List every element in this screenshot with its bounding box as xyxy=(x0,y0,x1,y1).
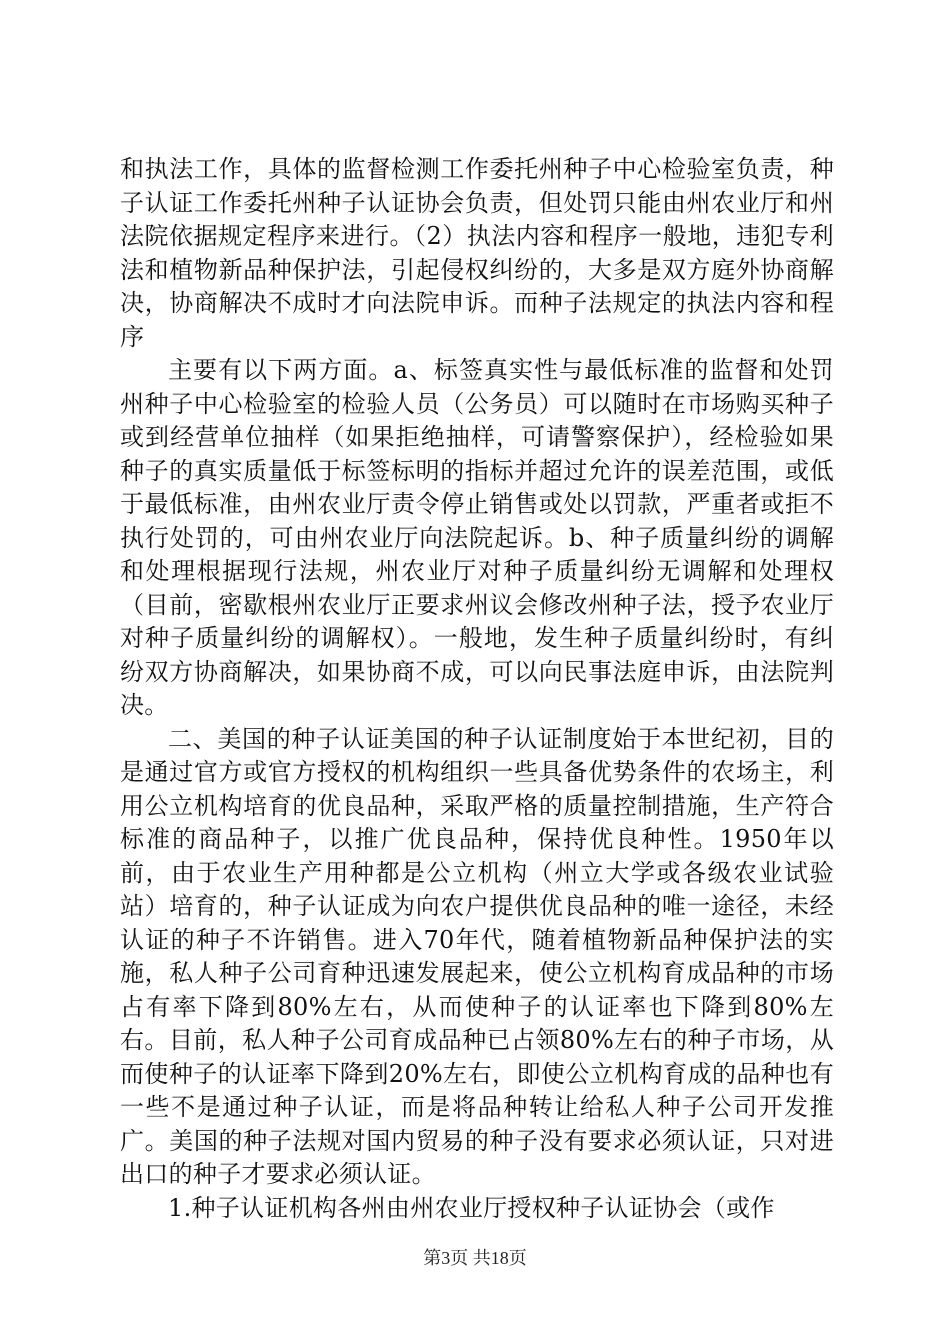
page-number-footer: 第3页 共18页 xyxy=(423,1248,527,1268)
paragraph-2: 主要有以下两方面。a、标签真实性与最低标准的监督和处罚州种子中心检验室的检验人员（公务员）可以随时在市场购买种子或到经营单位抽样（如果拒绝抽样，可请警察保护），经检验如果种子的真实质量低于标签标明的指标并超过允许的误差范围，或低于最低标准，由州农业厅责令停止销售或处以罚款，严重者或拒不执行处罚的，可由州农业厅向法院起诉。b、种子质量纠纷的调解和处理根据现行法规，州农业厅对种子质量纠纷无调解和处理权（目前，密歇根州农业厅正要求州议会修改州种子法，授予农业厅对种子质量纠纷的调解权）。一般地，发生种子质量纠纷时，有纠纷双方协商解决，如果协商不成，可以向民事法庭申诉，由法院判决。 xyxy=(120,356,834,719)
paragraph-3: 二、美国的种子认证美国的种子认证制度始于本世纪初，目的是通过官方或官方授权的机构组织一些具备优势条件的农场主，利用公立机构培育的优良品种，采取严格的质量控制措施，生产符合标准的商品种子，以推广优良品种，保持优良种性。1950年以前，由于农业生产用种都是公立机构（州立大学或各级农业试验站）培育的，种子认证成为向农户提供优良品种的唯一途径，未经认证的种子不许销售。进入70年代，随着植物新品种保护法的实施，私人种子公司育种迅速发展起来，使公立机构育成品种的市场占有率下降到80%左右，从而使种子的认证率也下降到80%左右。目前，私人种子公司育成品种已占领80%左右的种子市场，从而使种子的认证率下降到20%左右，即使公立机构育成的品种也有一些不是通过种子认证，而是将品种转让给私人种子公司开发推广。美国的种子法规对国内贸易的种子没有要求必须认证，只对进出口的种子才要求必须认证。 xyxy=(120,724,834,1188)
body-text xyxy=(120,153,834,1225)
paragraph-1: 和执法工作，具体的监督检测工作委托州种子中心检验室负责，种子认证工作委托州种子认证协会负责，但处罚只能由州农业厅和州法院依据规定程序来进行。（2）执法内容和程序一般地，违犯专利法和植物新品种保护法，引起侵权纠纷的，大多是双方庭外协商解决，协商解决不成时才向法院申诉。而种子法规定的执法内容和程序 xyxy=(120,155,834,351)
paragraph-4: 1.种子认证机构各州由州农业厅授权种子认证协会（或作 xyxy=(168,1193,775,1222)
